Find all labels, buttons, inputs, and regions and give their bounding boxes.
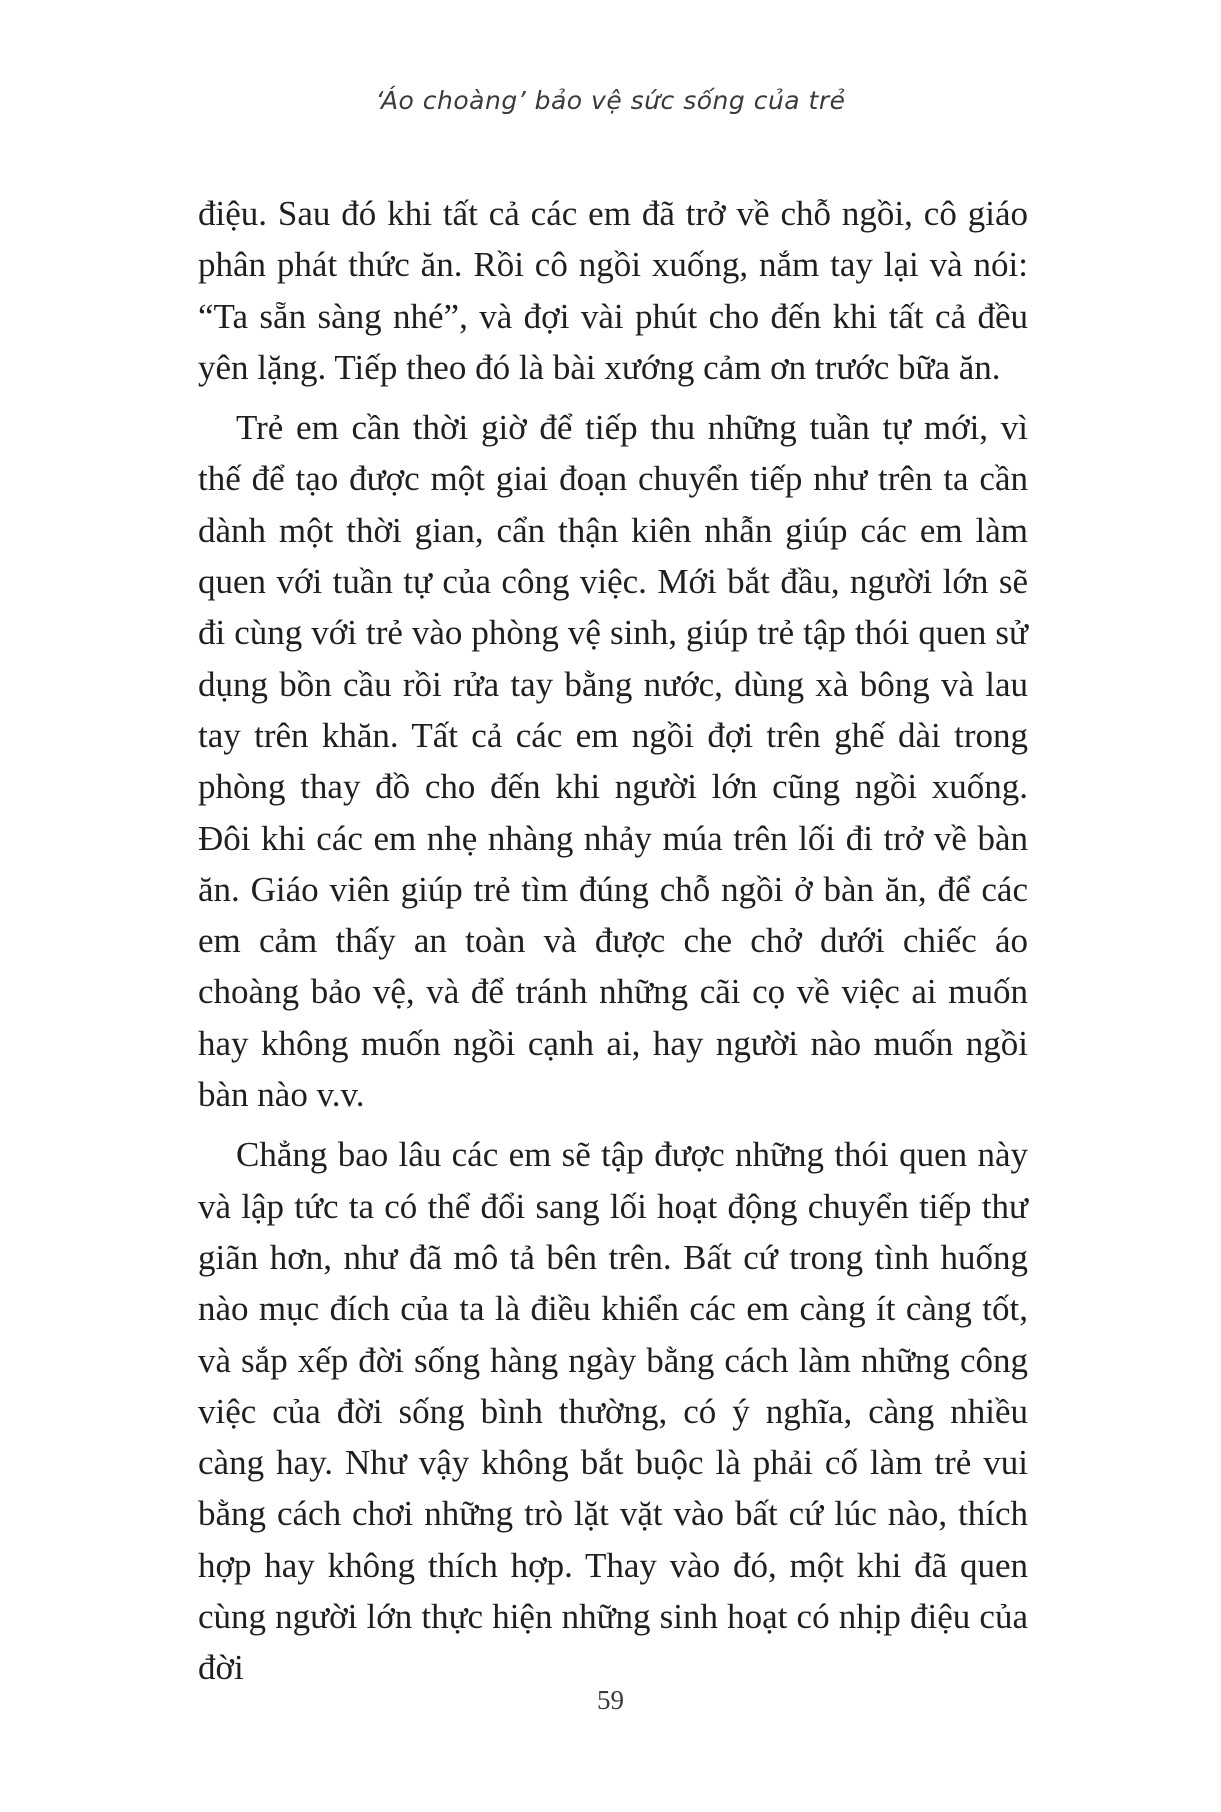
body-text <box>198 188 1028 1694</box>
paragraph-1: điệu. Sau đó khi tất cả các em đã trở về chỗ ngồi, cô giáo phân phát thức ăn. Rồi cô ngồi xuống, nắm tay lại và nói: “Ta sẵn sàng nhé”, và đợi vài phút cho đến khi tất cả đều yên lặng. Tiếp theo đó là bài xướng cảm ơn trước bữa ăn. <box>198 194 1028 387</box>
page-number: 59 <box>597 1685 624 1715</box>
paragraph-2: Trẻ em cần thời giờ để tiếp thu những tuần tự mới, vì thế để tạo được một giai đoạn chuyển tiếp như trên ta cần dành một thời gian, cẩn thận kiên nhẫn giúp các em làm quen với tuần tự của công việc. Mới bắt đầu, người lớn sẽ đi cùng với trẻ vào phòng vệ sinh, giúp trẻ tập thói quen sử dụng bồn cầu rồi rửa tay bằng nước, dùng xà bông và lau tay trên khăn. Tất cả các em ngồi đợi trên ghế dài trong phòng thay đồ cho đến khi người lớn cũng ngồi xuống. Đôi khi các em nhẹ nhàng nhảy múa trên lối đi trở về bàn ăn. Giáo viên giúp trẻ tìm đúng chỗ ngồi ở bàn ăn, để các em cảm thấy an toàn và được che chở dưới chiếc áo choàng bảo vệ, và để tránh những cãi cọ về việc ai muốn hay không muốn ngồi cạnh ai, hay người nào muốn ngồi bàn nào v.v. <box>198 408 1028 1115</box>
running-header: ‘Áo choàng’ bảo vệ sức sống của trẻ <box>375 86 846 115</box>
paragraph-3: Chẳng bao lâu các em sẽ tập được những thói quen này và lập tức ta có thể đổi sang lối hoạt động chuyển tiếp thư giãn hơn, như đã mô tả bên trên. Bất cứ trong tình huống nào mục đích của ta là điều khiển các em càng ít càng tốt, và sắp xếp đời sống hàng ngày bằng cách làm những công việc của đời sống bình thường, có ý nghĩa, càng nhiều càng hay. Như vậy không bắt buộc là phải cố làm trẻ vui bằng cách chơi những trò lặt vặt vào bất cứ lúc nào, thích hợp hay không thích hợp. Thay vào đó, một khi đã quen cùng người lớn thực hiện những sinh hoạt có nhịp điệu của đời <box>198 1135 1028 1688</box>
